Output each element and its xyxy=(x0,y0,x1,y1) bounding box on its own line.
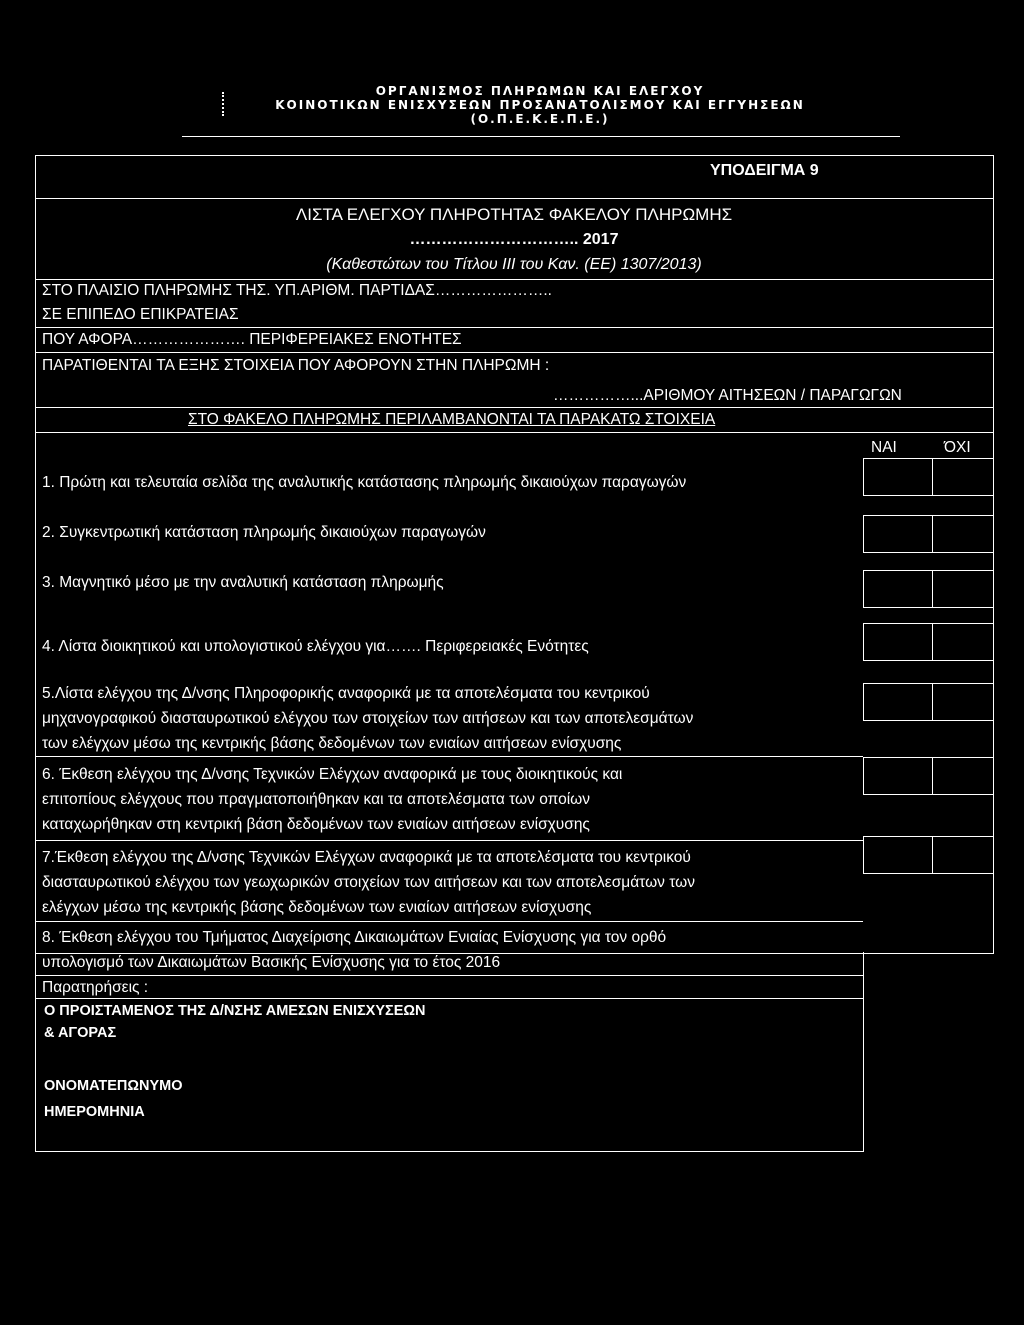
item-1-yes-checkbox[interactable] xyxy=(863,458,933,496)
sample-label: ΥΠΟΔΕΙΓΜΑ 9 xyxy=(710,162,819,179)
payment-batch-line: ΣΤΟ ΠΛΑΙΣΙΟ ΠΛΗΡΩΜΗΣ ΤΗΣ. ΥΠ.ΑΡΙΘΜ. ΠΑΡΤΙΔΑΣ………………….. xyxy=(42,282,552,299)
director-title-line-2: & ΑΓΟΡΑΣ xyxy=(44,1025,117,1041)
item-4-yes-checkbox[interactable] xyxy=(863,623,933,661)
item-7-no-checkbox[interactable] xyxy=(932,836,994,874)
row-divider xyxy=(35,198,993,199)
remarks-label: Παρατηρήσεις : xyxy=(42,979,149,996)
row-divider xyxy=(35,756,863,757)
concerns-line: ΠΟΥ ΑΦΟΡΑ…………………. ΠΕΡΙΦΕΡΕΙΑΚΕΣ ΕΝΟΤΗΤΕΣ xyxy=(42,331,462,348)
national-level-line: ΣΕ ΕΠΙΠΕΔΟ ΕΠΙΚΡΑΤΕΙΑΣ xyxy=(42,306,239,323)
row-divider xyxy=(35,921,863,922)
applications-count-line: ……………...ΑΡΙΘΜΟΥ ΑΙΤΗΣΕΩΝ / ΠΑΡΑΓΩΓΩΝ xyxy=(553,387,902,404)
item-5-no-checkbox[interactable] xyxy=(932,683,994,721)
checklist-item-1: 1. Πρώτη και τελευταία σελίδα της αναλυτικής κατάστασης πληρωμής δικαιούχων παραγωγών xyxy=(42,474,687,491)
frame-left-edge xyxy=(35,952,36,1152)
row-divider xyxy=(35,352,993,353)
checklist-item-2: 2. Συγκεντρωτική κατάσταση πληρωμής δικαιούχων παραγωγών xyxy=(42,524,486,541)
item-2-yes-checkbox[interactable] xyxy=(863,515,933,553)
checklist-item-6: 6. Έκθεση ελέγχου της Δ/νσης Τεχνικών Ελέγχων αναφορικά με τους διοικητικούς και επιτοπίους ελέγχους που πραγματοποιήθηκαν και τα αποτελέσματα των οποίων καταχωρήθηκαν στη κεντρική βάση δεδομένων των ενιαίων αιτήσεων ενίσχυσης xyxy=(42,766,623,833)
director-title-line-1: Ο ΠΡΟΙΣΤΑΜΕΝΟΣ ΤΗΣ Δ/ΝΣΗΣ ΑΜΕΣΩΝ ΕΝΙΣΧΥΣΕΩΝ xyxy=(44,1003,426,1019)
item-6-yes-checkbox[interactable] xyxy=(863,757,933,795)
form-title: ΛΙΣΤΑ ΕΛΕΓΧΟΥ ΠΛΗΡΟΤΗΤΑΣ ΦΑΚΕΛΟΥ ΠΛΗΡΩΜΗΣ xyxy=(295,205,733,224)
item-6-no-checkbox[interactable] xyxy=(932,757,994,795)
org-acronym: (Ο.Π.Ε.Κ.Ε.Π.Ε.) xyxy=(470,112,610,126)
checklist-item-3: 3. Μαγνητικό μέσο με την αναλυτική κατάσταση πληρωμής xyxy=(42,574,444,591)
attached-line: ΠΑΡΑΤΙΘΕΝΤΑΙ ΤΑ ΕΞΗΣ ΣΤΟΙΧΕΙΑ ΠΟΥ ΑΦΟΡΟΥΝ ΣΤΗΝ ΠΛΗΡΩΜΗ : xyxy=(42,357,550,374)
folder-contains-heading: ΣΤΟ ΦΑΚΕΛΟ ΠΛΗΡΩΜΗΣ ΠΕΡΙΛΑΜΒΑΝΟΝΤΑΙ ΤΑ ΠΑΡΑΚΑΤΩ ΣΤΟΙΧΕΙΑ xyxy=(188,411,716,428)
org-name-line-2: ΚΟΙΝΟΤΙΚΩΝ ΕΝΙΣΧΥΣΕΩΝ ΠΡΟΣΑΝΑΤΟΛΙΣΜΟΥ ΚΑΙ ΕΓΓΥΗΣΕΩΝ xyxy=(275,98,805,112)
checklist-item-8: 8. Έκθεση ελέγχου του Τμήματος Διαχείρισης Δικαιωμάτων Ενιαίας Ενίσχυσης για τον ορθό υπολογισμό των Δικαιωμάτων Βασικής Ενίσχυσης για το έτος 2016 xyxy=(42,929,667,971)
org-name-line-1: ΟΡΓΑΝΙΣΜΟΣ ΠΛΗΡΩΜΩΝ ΚΑΙ ΕΛΕΓΧΟΥ xyxy=(375,84,705,98)
row-divider xyxy=(35,998,863,999)
checklist-item-4: 4. Λίστα διοικητικού και υπολογιστικού ελέγχου για……. Περιφερειακές Ενότητες xyxy=(42,638,589,655)
yes-column-header: ΝΑΙ xyxy=(871,439,897,456)
row-divider xyxy=(35,407,993,408)
regulation-line: (Καθεστώτων του Τίτλου ΙΙΙ του Καν. (ΕΕ) 1307/2013) xyxy=(326,256,702,273)
item-2-no-checkbox[interactable] xyxy=(932,515,994,553)
item-1-no-checkbox[interactable] xyxy=(932,458,994,496)
name-label: ΟΝΟΜΑΤΕΠΩΝΥΜΟ xyxy=(44,1078,183,1094)
row-divider xyxy=(35,327,993,328)
row-divider xyxy=(35,975,863,976)
item-7-yes-checkbox[interactable] xyxy=(863,836,933,874)
year-line: ………………………….. 2017 xyxy=(409,231,619,248)
item-4-no-checkbox[interactable] xyxy=(932,623,994,661)
row-divider xyxy=(35,279,993,280)
checklist-item-7: 7.Έκθεση ελέγχου της Δ/νσης Τεχνικών Ελέγχων αναφορικά με τα αποτελέσματα του κεντρικού διασταυρωτικού ελέγχου των γεωχωρικών στοιχείων των αιτήσεων και των αποτελεσμάτων των ελέγχων μέσω της κεντρικής βάσης δεδομένων των ενιαίων αιτήσεων ενίσχυσης xyxy=(42,849,695,916)
item-5-yes-checkbox[interactable] xyxy=(863,683,933,721)
date-label: ΗΜΕΡΟΜΗΝΙΑ xyxy=(44,1104,145,1120)
row-divider xyxy=(35,432,993,433)
no-column-header: ΌΧΙ xyxy=(944,439,971,456)
header-divider xyxy=(182,136,900,137)
frame-inner-right-edge xyxy=(863,952,864,1152)
row-divider xyxy=(35,840,863,841)
item-3-yes-checkbox[interactable] xyxy=(863,570,933,608)
frame-bottom-edge xyxy=(35,1151,864,1152)
checklist-item-5: 5.Λίστα ελέγχου της Δ/νσης Πληροφορικής αναφορικά με τα αποτελέσματα του κεντρικού μηχανογραφικού διασταυρωτικού ελέγχου των στοιχείων των αιτήσεων και των αποτελεσμάτων των ελέγχων μέσω της κεντρικής βάσης δεδομένων των ενιαίων αιτήσεων ενίσχυσης xyxy=(42,685,694,752)
item-3-no-checkbox[interactable] xyxy=(932,570,994,608)
